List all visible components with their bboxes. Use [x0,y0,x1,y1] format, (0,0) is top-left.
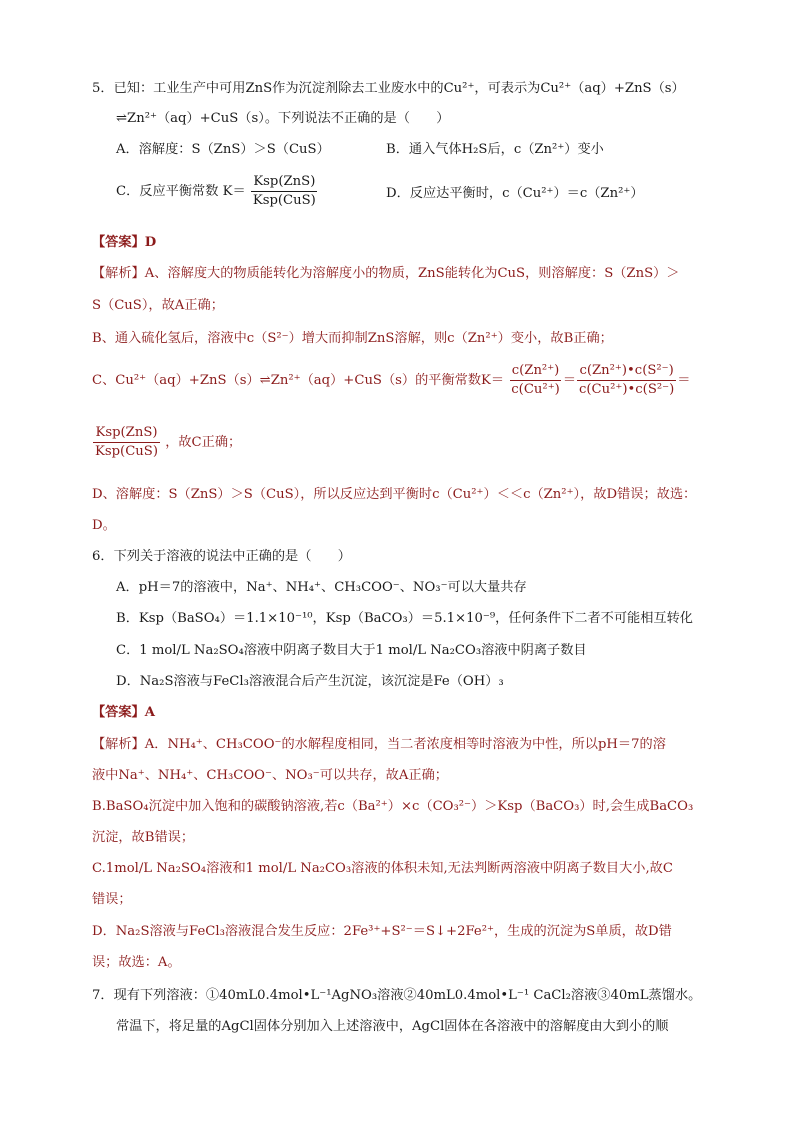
q6-answer: 【答案】A [92,705,155,720]
q5-option-c [116,174,319,209]
q5-fraction-1 [509,363,562,398]
q5-analysis-line4: C、Cu²⁺（aq）+ZnS（s）⇌Zn²⁺（aq）+CuS（s）的平衡常数K＝ $\frac{\text{c(Zn²⁺)}}{\text{c(Cu²⁺)}}$ ＝ $\frac{\text{c(Zn²⁺)•c(S²⁻)}}{\text{c(Cu²⁺)•c(S²⁻)}}$ ＝ [92,363,691,397]
q5-analysis-line2: S（CuS），故A正确； [92,298,224,313]
q5-analysis-line6: D、溶解度：S（ZnS）＞S（CuS），所以反应达到平衡时c（Cu²⁺）＜＜c（Zn²⁺），故D错误；故选： [92,487,697,502]
q5-option-c-numerator: Ksp(ZnS) [251,174,317,192]
q6-option-d: D．Na₂S溶液与FeCl₃溶液混合后产生沉淀，该沉淀是Fe（OH）₃ [116,674,504,689]
q6-stem: 6．下列关于溶液的说法中正确的是（ ） [92,549,351,564]
q5-fraction-2 [577,363,676,398]
q5-fraction-1-denominator: c(Cu²⁺) [511,382,560,397]
q5-fraction-3-denominator: Ksp(CuS) [95,444,158,459]
q6-analysis-line5: C.1mol/L Na₂SO₄溶液和1 mol/L Na₂CO₃溶液的体积未知,无法判断两溶液中阴离子数目大小,故C [92,861,673,876]
q5-analysis-line1: 【解析】A、溶解度大的物质能转化为溶解度小的物质，ZnS能转化为CuS，则溶解度：S（ZnS）＞ [92,266,680,281]
q5-stem-line1: 5．已知：工业生产中可用ZnS作为沉淀剂除去工业废水中的Cu²⁺，可表示为Cu²⁺（aq）+ZnS（s） [92,81,685,96]
q6-analysis-line1: 【解析】A．NH₄⁺、CH₃COO⁻的水解程度相同，当二者浓度相等时溶液为中性，所以pH＝7的溶 [92,737,666,752]
q6-analysis-line6: 错误； [92,892,132,907]
q5-option-a: A．溶解度：S（ZnS）＞S（CuS） [116,142,330,157]
q5-option-b: B．通入气体H₂S后，c（Zn²⁺）变小 [386,142,604,157]
q5-fraction-3-numerator: Ksp(ZnS) [93,425,159,443]
q5-option-c-fraction [251,174,318,209]
q5-analysis-line5-suffix: ，故C正确； [165,435,242,450]
q5-option-c-prefix: C．反应平衡常数 K＝ [116,184,246,199]
q5-fraction-1-numerator: c(Zn²⁺) [510,363,562,381]
q6-analysis-line3: B.BaSO₄沉淀中加入饱和的碳酸钠溶液,若c（Ba²⁺）×c（CO₃²⁻）＞Ksp（BaCO₃）时,会生成BaCO₃ [92,799,694,814]
q5-analysis-line3: B、通入硫化氢后，溶液中c（S²⁻）增大而抑制ZnS溶解，则c（Zn²⁺）变小，故B正确； [92,331,613,346]
q5-fraction-2-denominator: c(Cu²⁺)•c(S²⁻) [579,382,675,397]
q5-answer: 【答案】D [92,235,157,250]
q6-option-c: C．1 mol/L Na₂SO₄溶液中阴离子数目大于1 mol/L Na₂CO₃溶液中阴离子数目 [116,643,587,658]
q6-option-a: A．pH＝7的溶液中，Na⁺、NH₄⁺、CH₃COO⁻、NO₃⁻可以大量共存 [116,580,527,595]
q5-fraction-3 [93,425,160,460]
q6-analysis-line7: D．Na₂S溶液与FeCl₃溶液混合发生反应：2Fe³⁺+S²⁻＝S↓+2Fe²⁺，生成的沉淀为S单质，故D错 [92,924,672,939]
q5-stem-line2: ⇌Zn²⁺（aq）+CuS（s）。下列说法不正确的是（ ） [116,111,450,126]
q6-option-b: B．Ksp（BaSO₄）＝1.1×10⁻¹⁰，Ksp（BaCO₃）＝5.1×10⁻⁹，任何条件下二者不可能相互转化 [116,611,693,626]
q5-option-d: D．反应达平衡时，c（Cu²⁺）＝c（Zn²⁺） [386,186,644,201]
q5-fraction-2-numerator: c(Zn²⁺)•c(S²⁻) [577,363,675,381]
q5-analysis-line7: D。 [92,518,116,533]
q5-analysis-line4-prefix: C、Cu²⁺（aq）+ZnS（s）⇌Zn²⁺（aq）+CuS（s）的平衡常数K＝ [92,373,505,388]
q5-option-c-denominator: Ksp(CuS) [252,193,316,208]
q6-analysis-line8: 误；故选：A。 [92,955,181,970]
q7-stem-line2: 常温下，将足量的AgCl固体分别加入上述溶液中，AgCl固体在各溶液中的溶解度由大到小的顺 [116,1019,669,1034]
q5-analysis-line5 [92,425,241,460]
q6-analysis-line2: 液中Na⁺、NH₄⁺、CH₃COO⁻、NO₃⁻可以共存，故A正确； [92,768,448,783]
q7-stem-line1: 7．现有下列溶液：①40mL0.4mol•L⁻¹AgNO₃溶液②40mL0.4mol•L⁻¹ CaCl₂溶液③40mL蒸馏水。 [92,988,702,1003]
q6-analysis-line4: 沉淀，故B错误； [92,830,195,845]
